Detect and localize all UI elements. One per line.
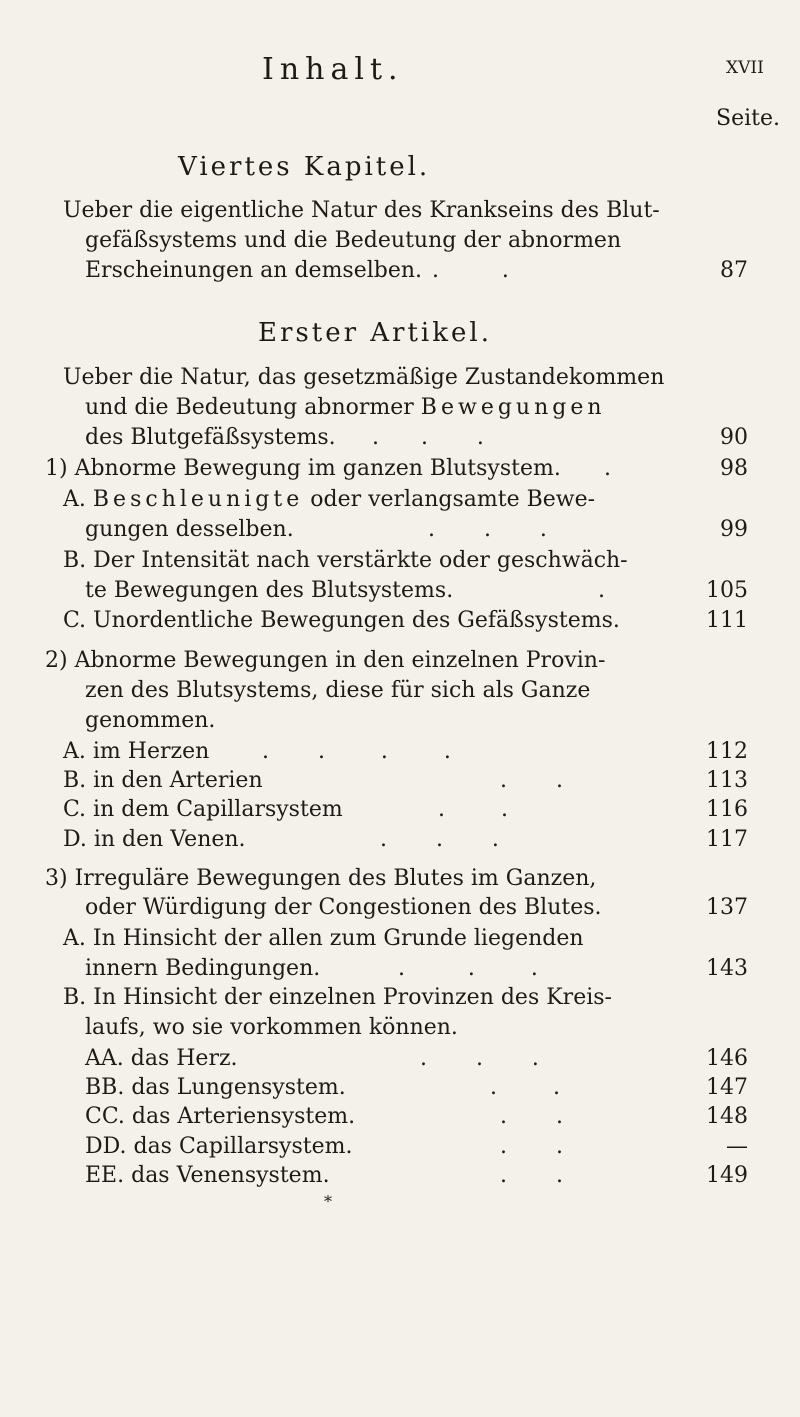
toc-page-number: 90: [720, 425, 748, 450]
dot-leader: . .: [438, 797, 508, 822]
dot-leader: . . .: [372, 425, 484, 450]
section-intro-line: [85, 395, 606, 420]
dot-leader: . .: [432, 258, 509, 283]
toc-entry-text: oder verlangsamte Bewe-: [310, 487, 596, 512]
toc-entry: 3) Irreguläre Bewegungen des Blutes im Ganzen,: [45, 866, 597, 891]
chapter-intro-line: gefäßsystems und die Bedeutung der abnormen: [85, 228, 622, 253]
toc-entry: B. Der Intensität nach verstärkte oder geschwäch-: [63, 548, 628, 573]
chapter-intro-line: Erscheinungen an demselben.: [85, 258, 423, 283]
dot-leader: . . .: [380, 827, 499, 852]
chapter-title: Viertes Kapitel.: [178, 152, 431, 182]
page-column-label: Seite.: [716, 106, 780, 131]
toc-entry: zen des Blutsystems, diese für sich als Ganze: [85, 678, 591, 703]
toc-page-number: 105: [706, 578, 748, 603]
toc-entry: te Bewegungen des Blutsystems.: [85, 578, 454, 603]
toc-page-number: 137: [706, 895, 748, 920]
dot-leader: . . .: [420, 1046, 539, 1071]
toc-entry: AA. das Herz.: [85, 1046, 238, 1071]
toc-entry: CC. das Arteriensystem.: [85, 1104, 356, 1129]
signature-mark: *: [324, 1192, 332, 1211]
toc-entry: laufs, wo sie vorkommen können.: [85, 1015, 458, 1040]
toc-page-number: 111: [706, 608, 748, 633]
toc-entry: 2) Abnorme Bewegungen in den einzelnen Provin-: [45, 648, 606, 673]
toc-page-number: —: [726, 1134, 748, 1159]
dot-leader: . .: [500, 1134, 563, 1159]
toc-entry: B. In Hinsicht der einzelnen Provinzen des Kreis-: [63, 985, 612, 1010]
dot-leader: . . .: [398, 956, 538, 981]
chapter-intro-line: Ueber die eigentliche Natur des Krankseins des Blut-: [63, 198, 660, 223]
toc-page-number: 147: [706, 1075, 748, 1100]
toc-entry: D. in den Venen.: [63, 827, 246, 852]
toc-page-number: 113: [706, 768, 748, 793]
toc-entry: BB. das Lungensystem.: [85, 1075, 346, 1100]
toc-entry: gungen desselben.: [85, 517, 294, 542]
toc-page-number: 143: [706, 956, 748, 981]
section-intro-text: und die Bedeutung abnormer: [85, 395, 414, 420]
dot-leader: .: [604, 456, 611, 481]
toc-page-number: 99: [720, 517, 748, 542]
toc-page-number: 87: [720, 258, 748, 283]
dot-leader: .: [598, 578, 605, 603]
toc-page-number: 149: [706, 1163, 748, 1188]
dot-leader: . . . .: [262, 739, 451, 764]
toc-entry: C. in dem Capillarsystem: [63, 797, 343, 822]
toc-entry: A. im Herzen: [63, 739, 210, 764]
section-intro-line: des Blutgefäßsystems.: [85, 425, 336, 450]
dot-leader: . .: [500, 1163, 563, 1188]
dot-leader: . .: [500, 768, 563, 793]
toc-entry: DD. das Capillarsystem.: [85, 1134, 353, 1159]
toc-entry: B. in den Arterien: [63, 768, 263, 793]
toc-entry: C. Unordentliche Bewegungen des Gefäßsystems.: [63, 608, 620, 633]
toc-page-number: 112: [706, 739, 748, 764]
section-intro-emphasis: Bewegungen: [420, 395, 606, 420]
toc-page-number: 117: [706, 827, 748, 852]
toc-page-number: 146: [706, 1046, 748, 1071]
page-header-title: Inhalt.: [262, 52, 404, 87]
toc-entry-emphasis: Beschleunigte: [92, 487, 304, 512]
toc-page-number: 148: [706, 1104, 748, 1129]
toc-entry: A. In Hinsicht der allen zum Grunde liegenden: [63, 926, 584, 951]
toc-page-number: 116: [706, 797, 748, 822]
section-intro-line: Ueber die Natur, das gesetzmäßige Zustandekommen: [63, 365, 665, 390]
dot-leader: . .: [500, 1104, 563, 1129]
section-title: Erster Artikel.: [258, 318, 492, 348]
toc-entry: EE. das Venensystem.: [85, 1163, 330, 1188]
dot-leader: . .: [490, 1075, 560, 1100]
toc-entry: 1) Abnorme Bewegung im ganzen Blutsystem.: [45, 456, 561, 481]
toc-entry: [63, 487, 595, 512]
dot-leader: . . .: [428, 517, 547, 542]
toc-entry: innern Bedingungen.: [85, 956, 321, 981]
page-number-roman: XVII: [726, 58, 764, 78]
toc-entry: genommen.: [85, 708, 216, 733]
toc-entry-letter: A.: [63, 487, 86, 512]
toc-entry: oder Würdigung der Congestionen des Blutes.: [85, 895, 602, 920]
toc-page-number: 98: [720, 456, 748, 481]
